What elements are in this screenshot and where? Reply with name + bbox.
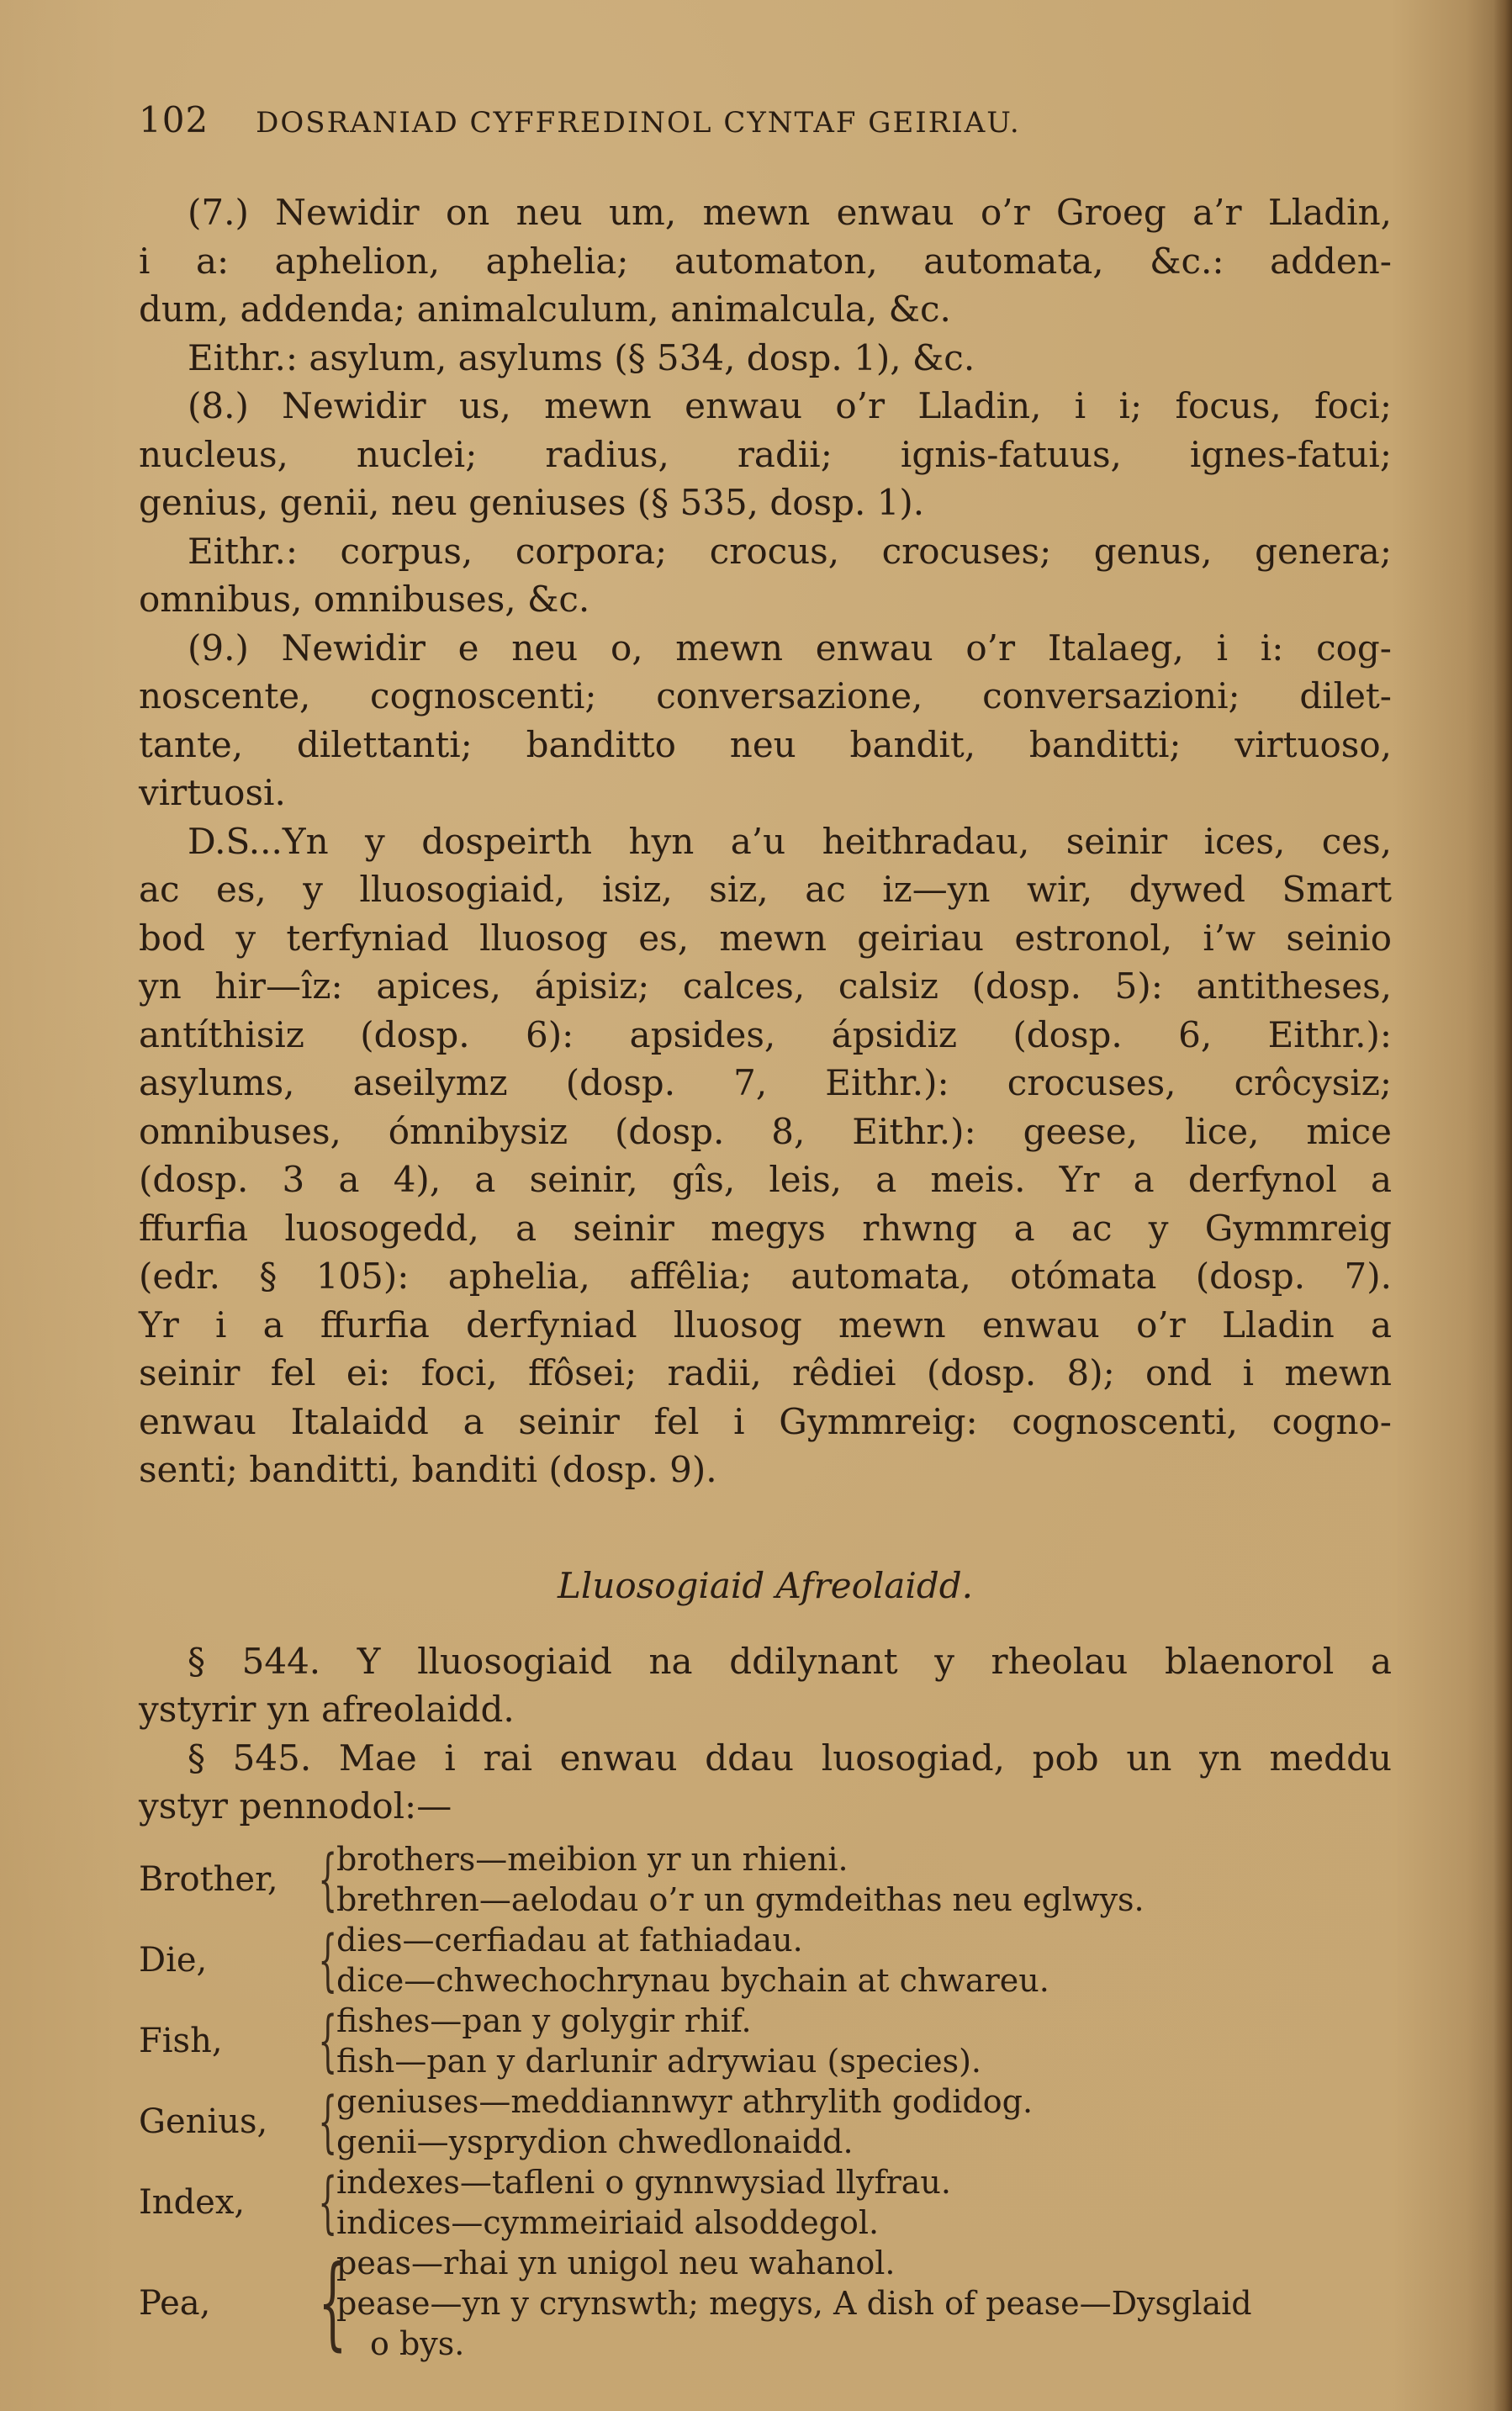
book-page — [139, 99, 1392, 2364]
brace-icon: { — [318, 1839, 338, 1918]
plural-form: dice—chwechochrynau bychain at chwareu. — [336, 1961, 1049, 1999]
paragraph-545 — [139, 1734, 1392, 1831]
brace-icon: { — [318, 2081, 338, 2160]
text-line: virtuosi. — [139, 772, 286, 813]
text-line: ystyrir yn afreolaidd. — [139, 1689, 515, 1730]
pronunciation-note — [139, 817, 1392, 1494]
plural-form: fishes—pan y golygir rhif. — [336, 2001, 752, 2039]
text-line: noscente, cognoscenti; conversazione, conversazioni; dilet- — [139, 675, 1392, 716]
plural-form: fish—pan y darlunir adrywiau (species). — [336, 2042, 982, 2080]
plural-form: indices—cymmeiriaid alsoddegol. — [336, 2203, 880, 2241]
plural-form: genii—ysprydion chwedlonaidd. — [336, 2123, 854, 2160]
plural-form: indexes—tafleni o gynnwysiad llyfrau. — [336, 2163, 951, 2201]
paragraph-544 — [139, 1637, 1392, 1734]
plural-form: pease—yn y crynswth; megys, A dish of pease—Dysglaid — [336, 2284, 1252, 2322]
text-line: omnibuses, ómnibysiz (dosp. 8, Eithr.): geese, lice, mice — [139, 1110, 1392, 1152]
text-line: (edr. § 105): aphelia, affêlia; automata, otómata (dosp. 7). — [139, 1256, 1392, 1297]
running-head — [139, 99, 1392, 150]
text-line: § 545. Mae i rai enwau ddau luosogiad, pob un yn meddu — [188, 1737, 1392, 1779]
headword: Index, — [139, 2182, 246, 2222]
text-line: (9.) Newidir e neu o, mewn enwau o’r Italaeg, i i: cog- — [188, 627, 1392, 669]
headword: Fish, — [139, 2021, 223, 2060]
plural-pairs-list — [139, 1839, 1392, 2364]
text-line: asylums, aseilymz (dosp. 7, Eithr.): crocuses, crôcysiz; — [139, 1062, 1392, 1103]
headword: Die, — [139, 1940, 208, 1980]
brace-icon: { — [318, 2162, 338, 2241]
book-spine-shadow — [1493, 0, 1512, 2411]
exception-line: omnibus, omnibuses, &c. — [139, 579, 590, 620]
text-line: i a: aphelion, aphelia; automaton, automata, &c.: adden- — [139, 240, 1392, 282]
pair-pea — [139, 2243, 1392, 2364]
pair-fish — [139, 2001, 1392, 2081]
running-title: DOSRANIAD CYFFREDINOL CYNTAF GEIRIAU. — [256, 106, 1021, 140]
text-line: yn hir—îz: apices, ápisiz; calces, calsiz (dosp. 5): antitheses, — [139, 965, 1392, 1007]
plural-form: peas—rhai yn unigol neu wahanol. — [336, 2244, 896, 2281]
rule-9 — [139, 624, 1392, 817]
text-line: ystyr pennodol:— — [139, 1785, 452, 1827]
exception-line: Eithr.: asylum, asylums (§ 534, dosp. 1), &c. — [188, 336, 975, 378]
plural-form: brethren—aelodau o’r un gymdeithas neu eglwys. — [336, 1880, 1145, 1918]
text-line: Yr i a ffurfia derfyniad lluosog mewn enwau o’r Lladin a — [139, 1303, 1392, 1346]
plural-form: dies—cerfiadau at fathiadau. — [336, 1921, 803, 1959]
brace-icon: { — [318, 2001, 338, 2080]
pair-die — [139, 1920, 1392, 2001]
text-line: antíthisiz (dosp. 6): apsides, ápsidiz (dosp. 6, Eithr.): — [139, 1013, 1392, 1055]
text-line: D.S...Yn y dospeirth hyn a’u heithradau, seinir ices, ces, — [188, 820, 1392, 862]
text-line: nucleus, nuclei; radius, radii; ignis-fatuus, ignes-fatui; — [139, 433, 1392, 475]
pair-genius — [139, 2081, 1392, 2162]
text-line: bod y terfyniad lluosog es, mewn geiriau estronol, i’w seinio — [139, 917, 1392, 959]
rule-7 — [139, 188, 1392, 382]
section-heading: Lluosogiaid Afreolaidd. — [558, 1564, 973, 1606]
body-text — [139, 188, 1392, 1831]
plural-form: brothers—meibion yr un rhieni. — [336, 1840, 849, 1878]
text-line: (dosp. 3 a 4), a seinir, gîs, leis, a meis. Yr a derfynol a — [139, 1159, 1392, 1200]
text-line: ffurfia luosogedd, a seinir megys rhwng a ac y Gymmreig — [139, 1207, 1392, 1249]
text-line: seinir fel ei: foci, ffôsei; radii, rêdiei (dosp. 8); ond i mewn — [139, 1352, 1392, 1393]
brace-icon: { — [318, 1920, 338, 1999]
pair-brother — [139, 1839, 1392, 1920]
text-line: (8.) Newidir us, mewn enwau o’r Lladin, i i; focus, foci; — [188, 385, 1392, 426]
headword: Brother, — [139, 1859, 278, 1899]
text-line: enwau Italaidd a seinir fel i Gymmreig: cognoscenti, cogno- — [139, 1400, 1392, 1442]
text-line: § 544. Y lluosogiaid na ddilynant y rheolau blaenorol a — [188, 1640, 1392, 1682]
rule-8 — [139, 382, 1392, 624]
plural-form-continued: o bys. — [370, 2324, 465, 2362]
plural-form: geniuses—meddiannwyr athrylith godidog. — [336, 2082, 1034, 2120]
text-line: senti; banditti, banditi (dosp. 9). — [139, 1449, 717, 1490]
text-line: genius, genii, neu geniuses (§ 535, dosp. 1). — [139, 482, 925, 523]
exception-line: Eithr.: corpus, corpora; crocus, crocuses; genus, genera; — [188, 530, 1392, 572]
pair-index — [139, 2162, 1392, 2243]
text-line: (7.) Newidir on neu um, mewn enwau o’r Groeg a’r Lladin, — [188, 192, 1392, 233]
headword: Genius, — [139, 2102, 268, 2141]
headword: Pea, — [139, 2283, 211, 2323]
page-number: 102 — [139, 99, 209, 140]
text-line: tante, dilettanti; banditto neu bandit, banditti; virtuoso, — [139, 723, 1392, 765]
text-line: dum, addenda; animalculum, animalcula, &c. — [139, 288, 951, 330]
brace-icon: { — [318, 2244, 347, 2361]
text-line: ac es, y lluosogiaid, isiz, siz, ac iz—yn wir, dywed Smart — [139, 869, 1392, 910]
